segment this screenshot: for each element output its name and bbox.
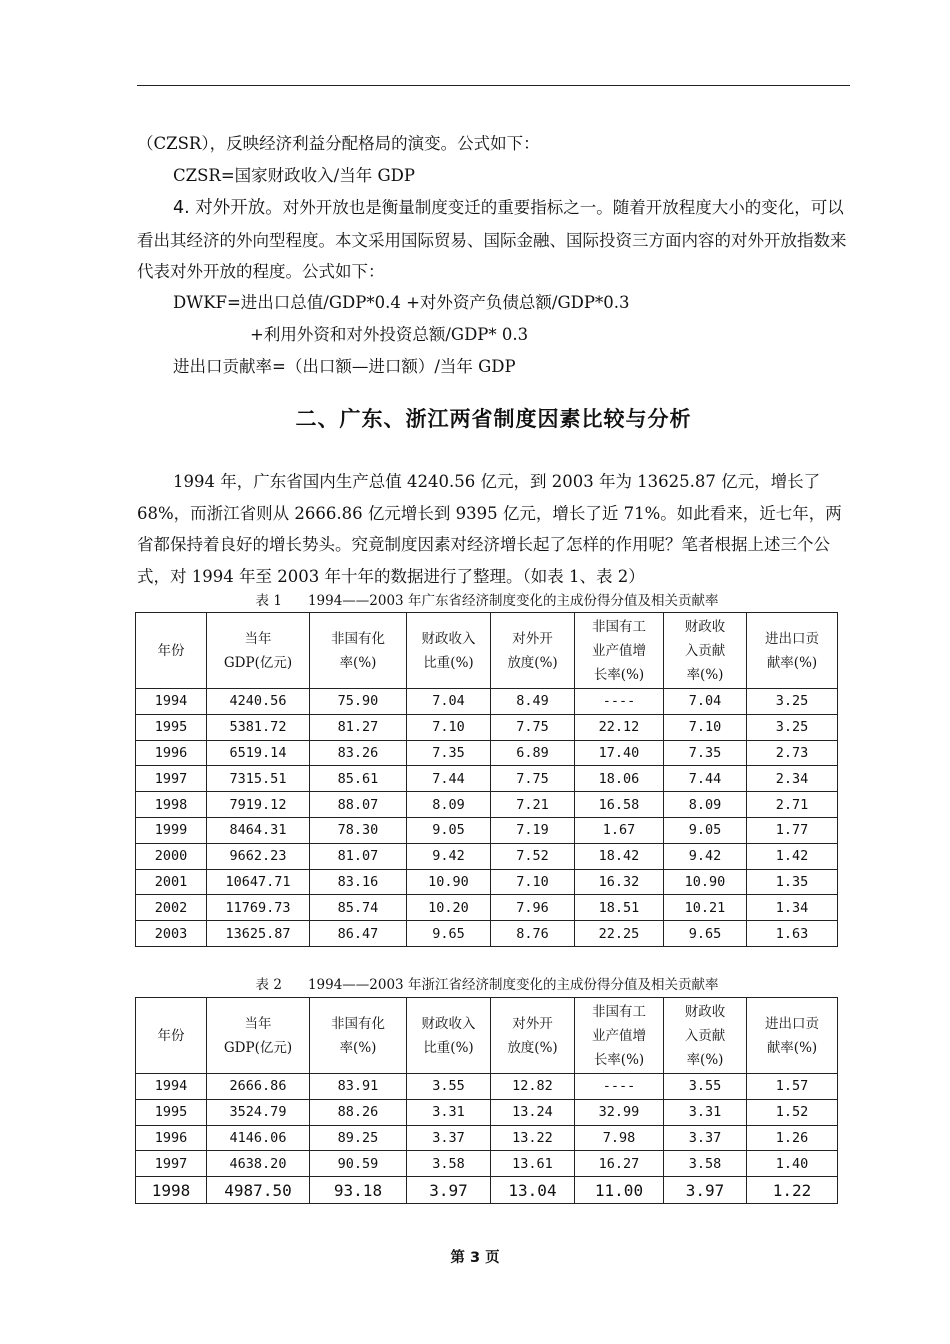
column-header: 对外开 放度(%) [491,998,575,1074]
table-cell: 1995 [136,714,207,740]
table-cell: 13625.87 [207,921,310,947]
table-cell: 1.26 [747,1125,838,1151]
table-cell: 9662.23 [207,843,310,869]
table-cell: 86.47 [310,921,407,947]
table-cell: 3524.79 [207,1099,310,1125]
table-cell: 4638.20 [207,1151,310,1177]
column-header: 当年 GDP(亿元) [207,613,310,689]
column-header: 对外开 放度(%) [491,613,575,689]
intro-paragraph-1: （CZSR），反映经济利益分配格局的演变。公式如下： [137,134,540,153]
table-cell: 83.26 [310,740,407,766]
column-header: 进出口贡 献率(%) [747,613,838,689]
table-cell: 4987.50 [207,1177,310,1204]
table-row [136,1125,838,1151]
formula-dwkf-continued: +利用外资和对外投资总额/GDP* 0.3 [250,325,529,344]
table-cell: 1994 [136,689,207,715]
table-cell: 8.49 [491,689,575,715]
table-cell: 12.82 [491,1074,575,1100]
table-cell: 7.21 [491,792,575,818]
table-cell: 75.90 [310,689,407,715]
table-cell: 2003 [136,921,207,947]
table-cell: 1999 [136,817,207,843]
column-header: 财政收 入贡献 率(%) [664,998,747,1074]
table-cell: 7.44 [407,766,491,792]
table-cell: 4240.56 [207,689,310,715]
table-cell: 8464.31 [207,817,310,843]
table-row [136,740,838,766]
table-cell: 81.07 [310,843,407,869]
table-cell: 88.07 [310,792,407,818]
table-cell: 11769.73 [207,895,310,921]
table1-caption: 表 1 1994——2003 年广东省经济制度变化的主成份得分值及相关贡献率 [255,593,719,609]
table-cell: 1.52 [747,1099,838,1125]
table-row [136,689,838,715]
table-cell: 1997 [136,766,207,792]
column-header: 非国有工 业产值增 长率(%) [575,998,664,1074]
table-cell: 1996 [136,740,207,766]
table-cell: 18.42 [575,843,664,869]
table-row [136,895,838,921]
table-cell: 7.10 [491,869,575,895]
table-guangdong [135,612,838,947]
table-row [136,921,838,947]
table-cell: 13.04 [491,1177,575,1204]
column-header: 财政收入 比重(%) [407,998,491,1074]
table2-caption: 表 2 1994——2003 年浙江省经济制度变化的主成份得分值及相关贡献率 [255,977,719,993]
column-header: 年份 [136,998,207,1074]
table-cell: 7.96 [491,895,575,921]
table-cell: 7.35 [664,740,747,766]
table-cell: 88.26 [310,1099,407,1125]
table-cell: 7.19 [491,817,575,843]
table-cell: 1.77 [747,817,838,843]
body-paragraph: 1994 年，广东省国内生产总值 4240.56 亿元，到 2003 年为 13625.87 亿元，增长了 68%，而浙江省则从 2666.86 亿元增长到 9395 亿元，增长了近 71%。如此看来，近七年，两省都保持着良好的增长势头。究竟制度因素对经济增长起了怎样的作用呢？笔者根据上述三个公式，对 1994 年至 2003 年十年的数据进行了整理。（如表 1、表 2） [137,472,842,586]
table-cell: 90.59 [310,1151,407,1177]
table-cell: 83.16 [310,869,407,895]
table-cell: 3.97 [664,1177,747,1204]
table-row [136,817,838,843]
table-cell: 5381.72 [207,714,310,740]
table-cell: 9.05 [407,817,491,843]
table-cell: 83.91 [310,1074,407,1100]
table-cell: 7.75 [491,766,575,792]
table-cell: 2002 [136,895,207,921]
table-cell: 7.04 [664,689,747,715]
table-cell: 3.58 [407,1151,491,1177]
column-header: 当年 GDP(亿元) [207,998,310,1074]
table-cell: 1.57 [747,1074,838,1100]
table-cell: 1997 [136,1151,207,1177]
formula-dwkf: DWKF=进出口总值/GDP*0.4 +对外资产负债总额/GDP*0.3 [173,293,630,312]
table-cell: 3.37 [664,1125,747,1151]
table-cell: 85.74 [310,895,407,921]
table-cell: 9.42 [664,843,747,869]
table-cell: 7.44 [664,766,747,792]
table-cell: 3.37 [407,1125,491,1151]
table-row [136,714,838,740]
table-row [136,1074,838,1100]
table-cell: 10.90 [407,869,491,895]
table-cell: 3.25 [747,714,838,740]
formula-czsr: CZSR=国家财政收入/当年 GDP [173,166,415,185]
table-cell: 8.09 [664,792,747,818]
table-cell: 89.25 [310,1125,407,1151]
section-4-paragraph [137,192,850,288]
table-cell: 16.27 [575,1151,664,1177]
table-cell: 18.51 [575,895,664,921]
table-cell: 13.61 [491,1151,575,1177]
table-cell: 3.55 [664,1074,747,1100]
table-cell: 13.22 [491,1125,575,1151]
table-cell: 1998 [136,1177,207,1204]
table-cell: 1995 [136,1099,207,1125]
table-cell: 18.06 [575,766,664,792]
table-cell: 8.09 [407,792,491,818]
table-cell: 9.65 [664,921,747,947]
table-cell: 6519.14 [207,740,310,766]
table-cell: 1994 [136,1074,207,1100]
table-cell: 1.22 [747,1177,838,1204]
table-cell: 4146.06 [207,1125,310,1151]
table-cell: 17.40 [575,740,664,766]
table-cell: ---- [575,1074,664,1100]
table-cell: 9.05 [664,817,747,843]
table-cell: 1.40 [747,1151,838,1177]
table-cell: 7.35 [407,740,491,766]
table-cell: 3.55 [407,1074,491,1100]
table-cell: 2000 [136,843,207,869]
table-cell: 10.21 [664,895,747,921]
table-cell: 2.34 [747,766,838,792]
table-cell: 22.12 [575,714,664,740]
table-cell: 1996 [136,1125,207,1151]
table-cell: 2001 [136,869,207,895]
section-4-heading: 4. 对外开放。 [173,198,283,218]
column-header: 年份 [136,613,207,689]
table-cell: 22.25 [575,921,664,947]
table-cell: 3.25 [747,689,838,715]
table-cell: 1.63 [747,921,838,947]
table-cell: 78.30 [310,817,407,843]
table-cell: 7.04 [407,689,491,715]
table-cell: 13.24 [491,1099,575,1125]
table-cell: 7.52 [491,843,575,869]
table-cell: 1.67 [575,817,664,843]
table-cell: 2.71 [747,792,838,818]
table-cell: 7.10 [407,714,491,740]
table-cell: 7.75 [491,714,575,740]
section-title: 二、广东、浙江两省制度因素比较与分析 [295,407,692,431]
table-cell: 81.27 [310,714,407,740]
table-row [136,792,838,818]
table-cell: 16.58 [575,792,664,818]
table-cell: 3.58 [664,1151,747,1177]
table-cell: 10.90 [664,869,747,895]
table-row [136,1151,838,1177]
table-cell: 85.61 [310,766,407,792]
table-cell: 3.31 [664,1099,747,1125]
table-cell: 1998 [136,792,207,818]
column-header: 非国有工 业产值增 长率(%) [575,613,664,689]
table-cell: 9.65 [407,921,491,947]
table-cell: 93.18 [310,1177,407,1204]
table-cell: 9.42 [407,843,491,869]
formula-trade-contribution: 进出口贡献率=（出口额—进口额）/当年 GDP [173,357,516,376]
table-cell: 11.00 [575,1177,664,1204]
table-cell: 6.89 [491,740,575,766]
table-cell: 16.32 [575,869,664,895]
column-header: 非国有化 率(%) [310,613,407,689]
table-row [136,869,838,895]
table-cell: 7.10 [664,714,747,740]
table-cell: 10.20 [407,895,491,921]
table-row [136,843,838,869]
table-cell: 3.31 [407,1099,491,1125]
table-cell: 2.73 [747,740,838,766]
table-cell: 32.99 [575,1099,664,1125]
table-row [136,766,838,792]
page-number: 第 3 页 [450,1250,500,1266]
table-row [136,1099,838,1125]
table-cell: 1.35 [747,869,838,895]
column-header: 非国有化 率(%) [310,998,407,1074]
table-cell: 3.97 [407,1177,491,1204]
table-row [136,1177,838,1204]
column-header: 进出口贡 献率(%) [747,998,838,1074]
table-cell: 7919.12 [207,792,310,818]
table-cell: 10647.71 [207,869,310,895]
table-cell: ---- [575,689,664,715]
section-4-body: 对外开放也是衡量制度变迁的重要指标之一。随着开放程度大小的变化，可以看出其经济的外向型程度。本文采用国际贸易、国际金融、国际投资三方面内容的对外开放指数来代表对外开放的程度。公式如下： [137,198,847,281]
column-header: 财政收 入贡献 率(%) [664,613,747,689]
table-cell: 2666.86 [207,1074,310,1100]
table-zhejiang [135,997,838,1204]
table-cell: 1.34 [747,895,838,921]
table-cell: 7.98 [575,1125,664,1151]
column-header: 财政收入 比重(%) [407,613,491,689]
header-rule [137,85,850,86]
table-cell: 8.76 [491,921,575,947]
table-cell: 7315.51 [207,766,310,792]
table-cell: 1.42 [747,843,838,869]
